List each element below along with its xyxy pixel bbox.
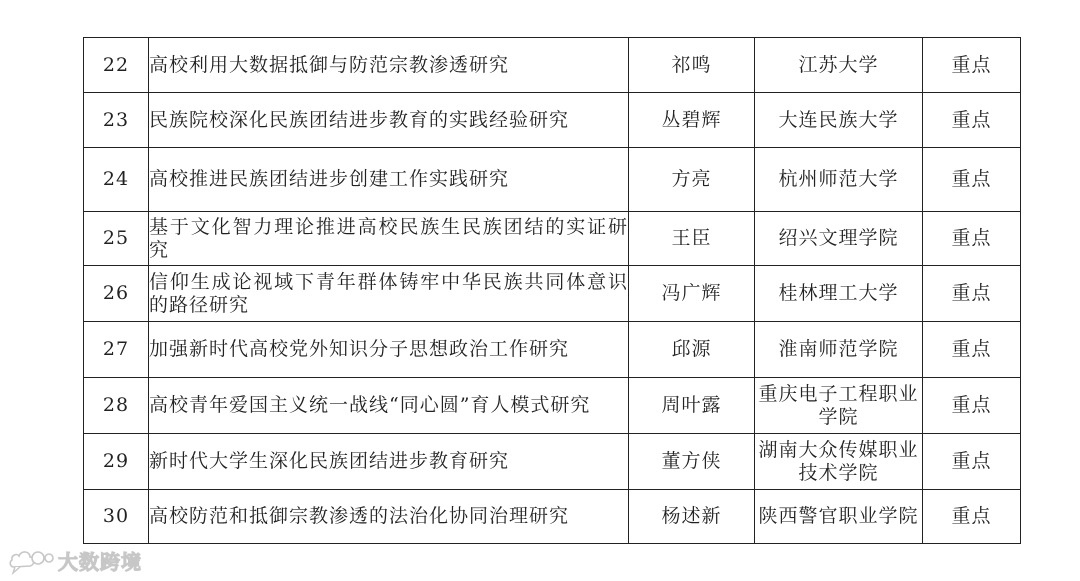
project-title: 加强新时代高校党外知识分子思想政治工作研究 xyxy=(149,322,629,378)
row-number: 27 xyxy=(84,322,149,378)
row-number: 22 xyxy=(84,38,149,93)
table-row xyxy=(84,378,1021,434)
project-table xyxy=(83,37,1021,544)
project-leader: 丛碧辉 xyxy=(629,93,755,148)
project-level: 重点 xyxy=(923,322,1021,378)
project-leader: 周叶露 xyxy=(629,378,755,434)
row-number: 28 xyxy=(84,378,149,434)
institution: 江苏大学 xyxy=(755,38,923,93)
table-row xyxy=(84,38,1021,93)
row-number: 25 xyxy=(84,212,149,266)
table-row xyxy=(84,266,1021,322)
table-row xyxy=(84,490,1021,544)
row-number: 30 xyxy=(84,490,149,544)
table-row xyxy=(84,322,1021,378)
row-number: 24 xyxy=(84,148,149,212)
institution: 重庆电子工程职业学院 xyxy=(755,378,923,434)
watermark-text: 大数跨境 xyxy=(58,549,142,574)
project-leader: 邱源 xyxy=(629,322,755,378)
project-level: 重点 xyxy=(923,38,1021,93)
table-row xyxy=(84,93,1021,148)
project-leader: 冯广辉 xyxy=(629,266,755,322)
table-row xyxy=(84,212,1021,266)
table-row xyxy=(84,148,1021,212)
project-leader: 祁鸣 xyxy=(629,38,755,93)
project-title: 高校防范和抵御宗教渗透的法治化协同治理研究 xyxy=(149,490,629,544)
project-title: 高校推进民族团结进步创建工作实践研究 xyxy=(149,148,629,212)
institution: 大连民族大学 xyxy=(755,93,923,148)
project-level: 重点 xyxy=(923,212,1021,266)
project-title: 民族院校深化民族团结进步教育的实践经验研究 xyxy=(149,93,629,148)
cloud-chat-logo-icon xyxy=(8,545,54,575)
project-title: 高校利用大数据抵御与防范宗教渗透研究 xyxy=(149,38,629,93)
project-level: 重点 xyxy=(923,378,1021,434)
table-row xyxy=(84,434,1021,490)
project-leader: 方亮 xyxy=(629,148,755,212)
institution: 湖南大众传媒职业技术学院 xyxy=(755,434,923,490)
institution: 绍兴文理学院 xyxy=(755,212,923,266)
institution: 陕西警官职业学院 xyxy=(755,490,923,544)
row-number: 23 xyxy=(84,93,149,148)
project-leader: 王臣 xyxy=(629,212,755,266)
project-title: 基于文化智力理论推进高校民族生民族团结的实证研究 xyxy=(149,212,629,266)
project-level: 重点 xyxy=(923,490,1021,544)
watermark xyxy=(8,545,142,575)
project-leader: 董方侠 xyxy=(629,434,755,490)
project-level: 重点 xyxy=(923,148,1021,212)
row-number: 26 xyxy=(84,266,149,322)
project-level: 重点 xyxy=(923,434,1021,490)
project-level: 重点 xyxy=(923,93,1021,148)
institution: 淮南师范学院 xyxy=(755,322,923,378)
project-title: 高校青年爱国主义统一战线“同心圆”育人模式研究 xyxy=(149,378,629,434)
institution: 杭州师范大学 xyxy=(755,148,923,212)
project-title: 新时代大学生深化民族团结进步教育研究 xyxy=(149,434,629,490)
row-number: 29 xyxy=(84,434,149,490)
project-title: 信仰生成论视域下青年群体铸牢中华民族共同体意识的路径研究 xyxy=(149,266,629,322)
institution: 桂林理工大学 xyxy=(755,266,923,322)
project-level: 重点 xyxy=(923,266,1021,322)
project-leader: 杨述新 xyxy=(629,490,755,544)
